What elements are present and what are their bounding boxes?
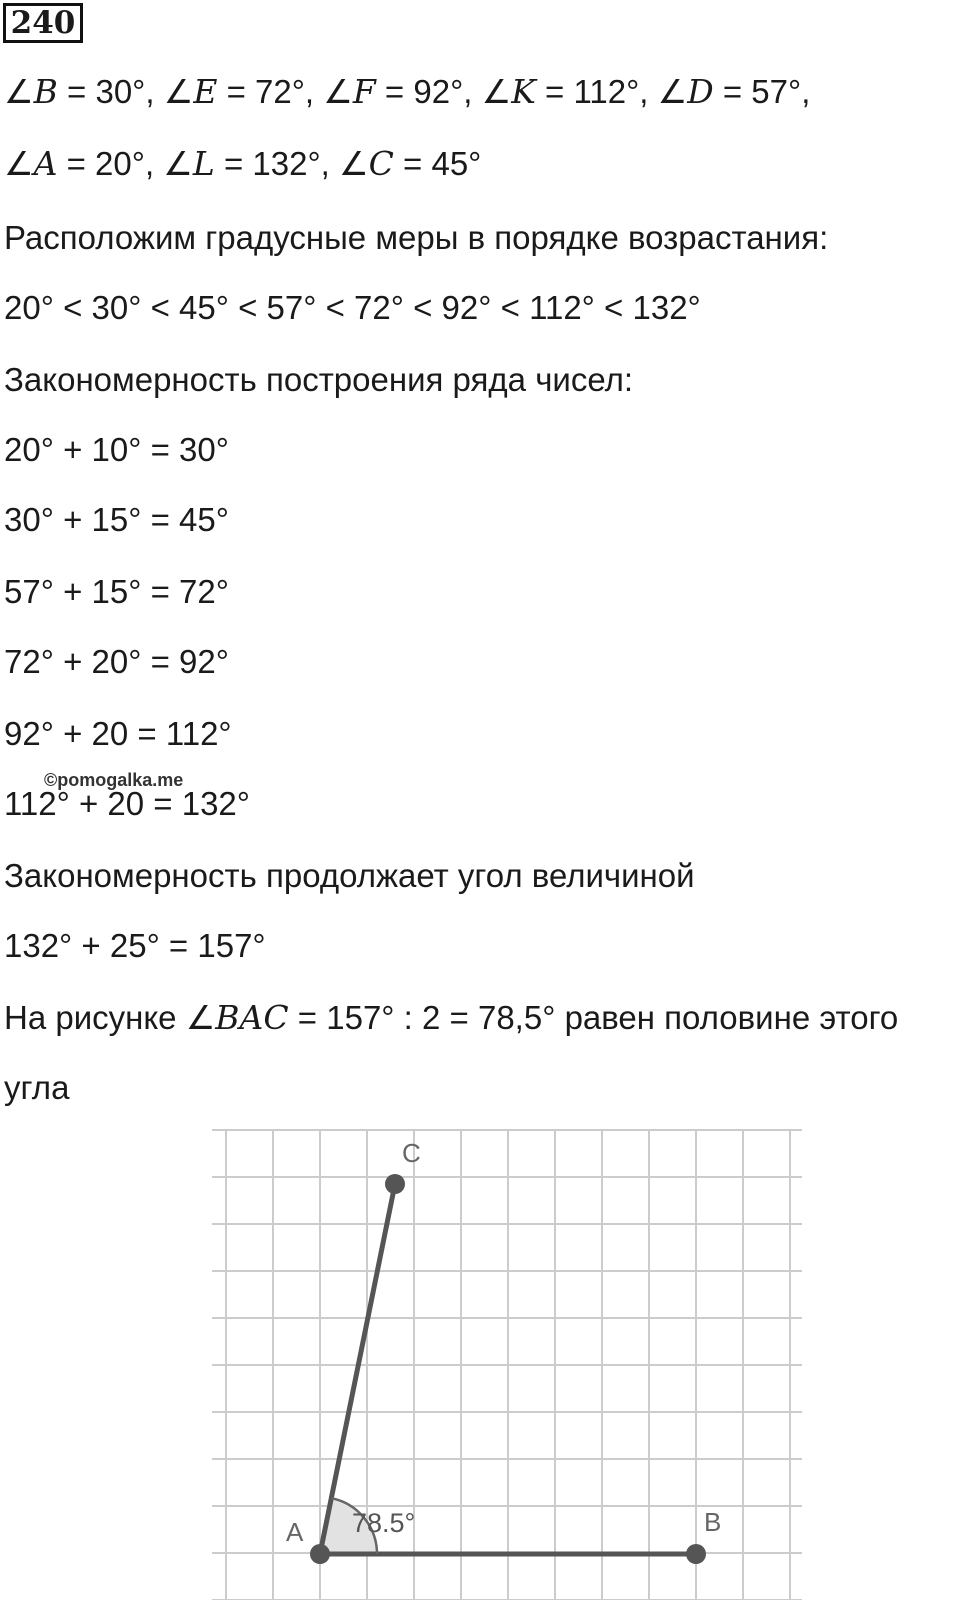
label-c: C [402, 1138, 421, 1168]
angle-name-e: E [193, 72, 218, 111]
pattern-step: 57° + 15° = 72° [4, 573, 229, 610]
label-b: B [704, 1507, 722, 1537]
angle-symbol: ∠ [323, 73, 353, 110]
point-b [686, 1544, 706, 1564]
angle-name-d: D [687, 72, 714, 111]
angle-value-c: = 45° [393, 145, 482, 182]
angle-symbol: ∠ [163, 145, 193, 182]
angle-name-b: B [33, 72, 58, 111]
angle-value-f: = 92°, [375, 73, 482, 110]
angle-symbol: ∠ [4, 73, 34, 110]
pattern-step: 72° + 20° = 92° [4, 643, 229, 680]
point-c [385, 1174, 405, 1194]
angle-value-l: = 132°, [214, 145, 340, 182]
pattern-step: 92° + 20 = 112° [4, 715, 232, 752]
angle-name-f: F [352, 72, 376, 111]
angle-name-bac: BAC [215, 998, 289, 1037]
angle-symbol: ∠ [339, 145, 369, 182]
angle-symbol: ∠ [481, 73, 512, 110]
angle-symbol: ∠ [4, 145, 34, 182]
pattern-step: 20° + 10° = 30° [4, 431, 229, 468]
ordering-intro: Расположим градусные меры в порядке возрастания: [4, 219, 829, 256]
angle-name-k: K [511, 72, 536, 111]
angle-figure [212, 1120, 812, 1600]
angle-symbol: ∠ [163, 73, 194, 110]
label-a: A [286, 1517, 304, 1547]
angle-name-c: C [368, 144, 394, 183]
angle-symbol: ∠ [657, 73, 688, 110]
continuation-equation: 132° + 25° = 157° [4, 927, 266, 964]
watermark: ©pomogalka.me [44, 770, 184, 790]
angle-value-d: = 57°, [713, 73, 811, 110]
problem-number: 240 [3, 3, 83, 43]
angle-name-l: L [192, 144, 215, 183]
angle-value-k: = 112°, [535, 73, 658, 110]
segment-ac [320, 1184, 395, 1554]
pattern-step: 112° + 20 = 132° [4, 785, 250, 822]
angle-value-e: = 72°, [217, 73, 324, 110]
pattern-step: 30° + 15° = 45° [4, 501, 229, 538]
angle-name-a: A [33, 144, 58, 183]
pattern-intro: Закономерность построения ряда чисел: [4, 361, 633, 398]
given-angles-line-2 [4, 144, 481, 184]
angle-value-b: = 30°, [57, 73, 164, 110]
ordering-inequality: 20° < 30° < 45° < 57° < 72° < 92° < 112° < 132° [4, 289, 701, 326]
given-angles-line-1 [4, 72, 810, 112]
point-a [310, 1544, 330, 1564]
conclusion-line-2: угла [4, 1069, 70, 1106]
conclusion-line-1 [4, 998, 898, 1038]
conclusion-prefix: На рисунке [4, 999, 186, 1036]
angle-value-a: = 20°, [57, 145, 164, 182]
angle-label: 78.5° [352, 1508, 416, 1538]
conclusion-rest: = 157° : 2 = 78,5° равен половине этого [288, 999, 899, 1036]
angle-symbol: ∠ [185, 999, 216, 1036]
continuation-intro: Закономерность продолжает угол величиной [4, 857, 695, 894]
